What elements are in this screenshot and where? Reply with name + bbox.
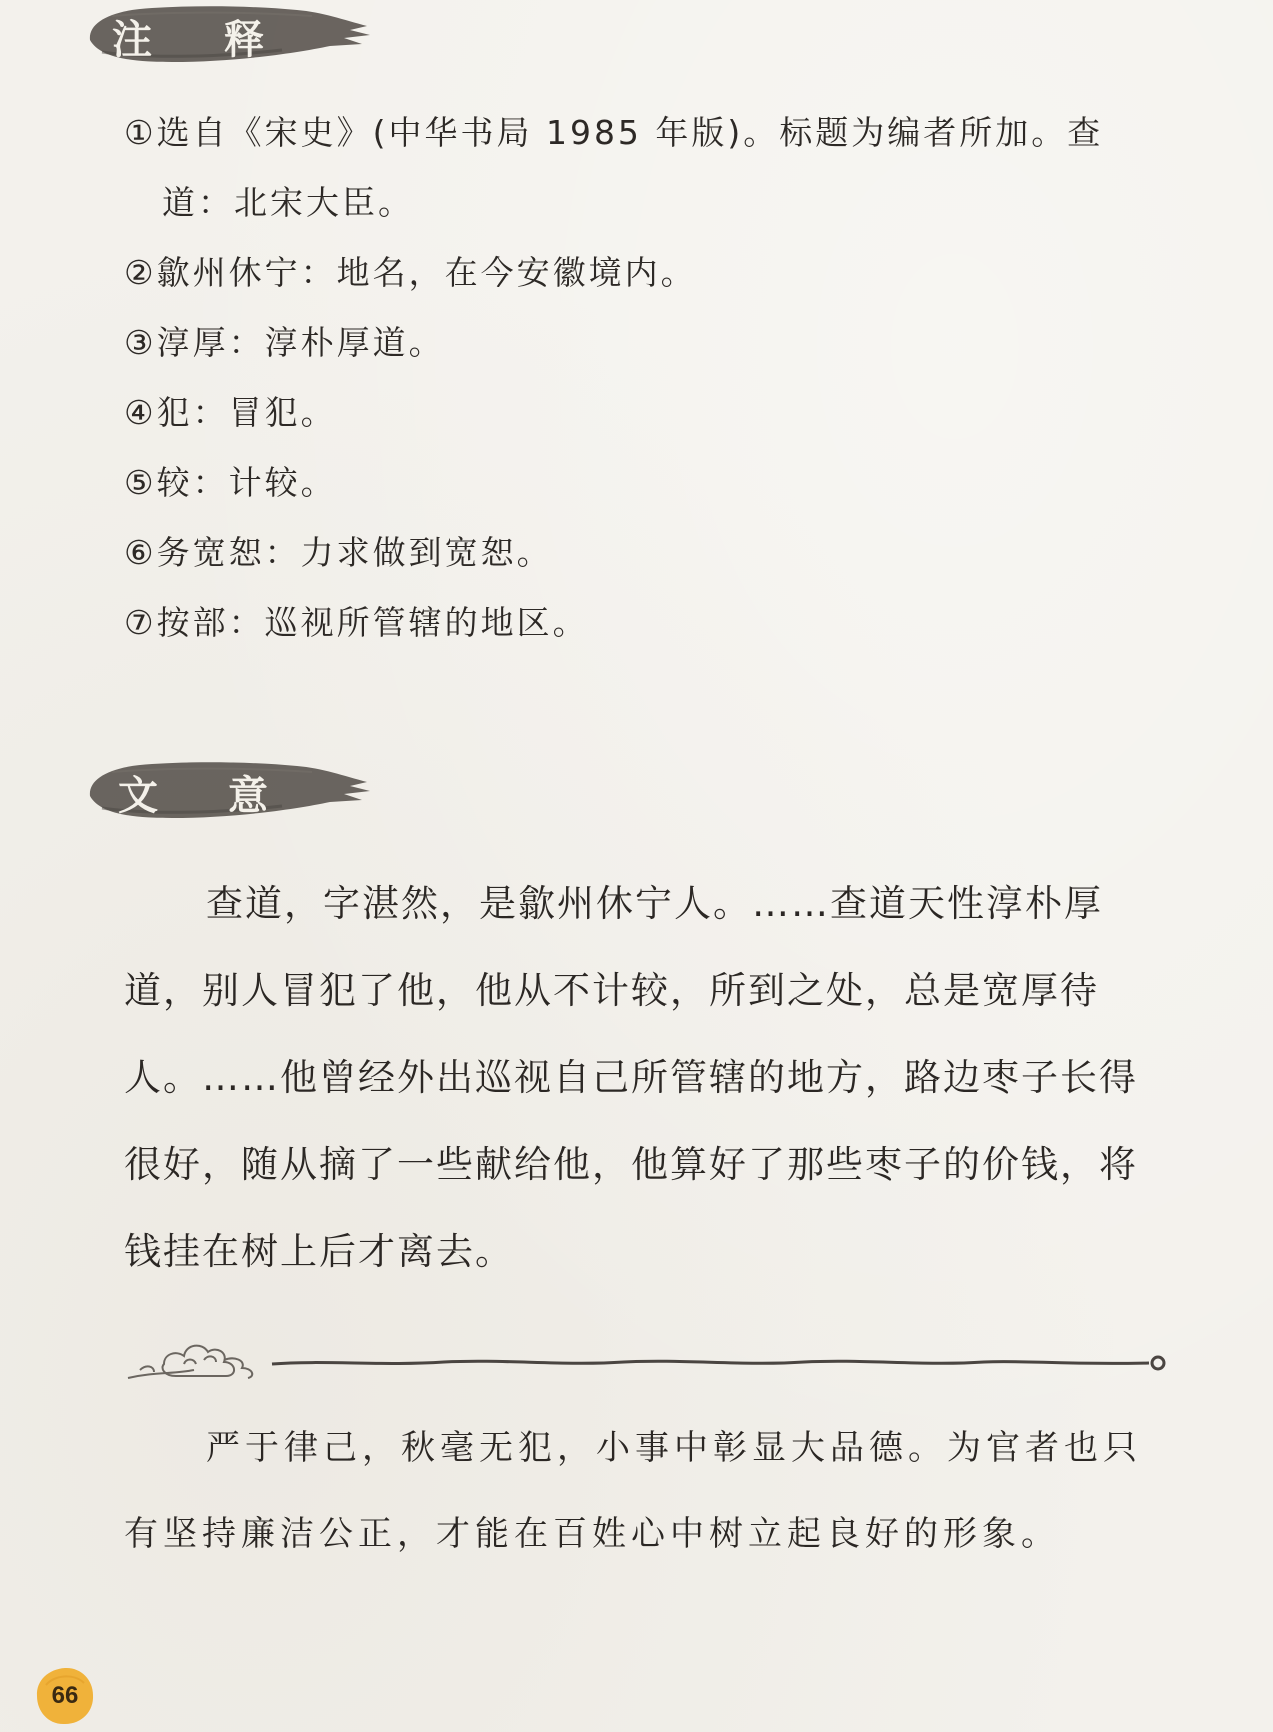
commentary-paragraph bbox=[124, 1405, 1164, 1577]
commentary-line: 有坚持廉洁公正，才能在百姓心中树立起良好的形象。 bbox=[124, 1514, 1060, 1554]
translation-line: 钱挂在树上后才离去。 bbox=[124, 1230, 514, 1273]
translation-line: 道，别人冒犯了他，他从不计较，所到之处，总是宽厚待 bbox=[124, 969, 1099, 1012]
notes-list bbox=[124, 98, 1164, 658]
notes-header-char-1: 注 bbox=[112, 16, 152, 63]
page-number-badge bbox=[34, 1665, 96, 1727]
cloud-ornament-icon bbox=[124, 1320, 1170, 1390]
translation-paragraph bbox=[124, 860, 1164, 1295]
cloud-divider bbox=[124, 1320, 1170, 1390]
note-item: ⑤较：计较。 bbox=[124, 463, 337, 502]
translation-line: 查道，字湛然，是歙州休宁人。……查道天性淳朴厚 bbox=[206, 882, 1103, 925]
note-item: ①选自《宋史》(中华书局 1985 年版)。标题为编者所加。查 bbox=[124, 113, 1104, 152]
note-item: ④犯：冒犯。 bbox=[124, 393, 337, 432]
note-item: ⑥务宽恕：力求做到宽恕。 bbox=[124, 533, 553, 572]
translation-line: 很好，随从摘了一些献给他，他算好了那些枣子的价钱，将 bbox=[124, 1143, 1138, 1186]
note-item-continuation: 道：北宋大臣。 bbox=[162, 183, 414, 222]
note-item: ③淳厚：淳朴厚道。 bbox=[124, 323, 445, 362]
translation-header-char-2: 意 bbox=[228, 772, 268, 819]
page-number: 66 bbox=[51, 1682, 79, 1709]
note-item: ②歙州休宁：地名，在今安徽境内。 bbox=[124, 253, 697, 292]
notes-header-char-2: 释 bbox=[224, 16, 264, 63]
translation-line: 人。……他曾经外出巡视自己所管辖的地方，路边枣子长得 bbox=[124, 1056, 1138, 1099]
translation-header-char-1: 文 bbox=[118, 772, 158, 819]
commentary-line: 严于律己，秋毫无犯，小事中彰显大品德。为官者也只 bbox=[206, 1428, 1142, 1468]
translation-section-header bbox=[82, 758, 372, 828]
note-item: ⑦按部：巡视所管辖的地区。 bbox=[124, 603, 589, 642]
notes-section-header bbox=[82, 2, 372, 72]
